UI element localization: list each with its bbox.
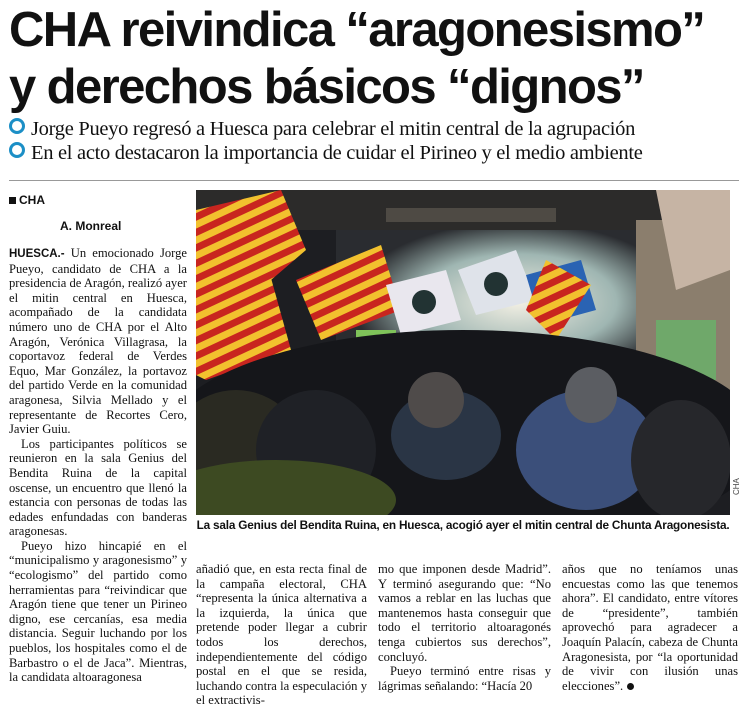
headline-line-1: CHA reivindica “aragonesismo”: [9, 3, 705, 57]
dateline: HUESCA.-: [9, 248, 65, 260]
article-column-2: [196, 562, 367, 708]
paragraph: añadió que, en esta recta final de la campaña electoral, CHA “representa la única alternativa a la izquierda, la única que pretende poder llegar a cubrir todos los derechos, independientemente del código postal en el que se resida, luchando contra la especulación y el extractivis-: [196, 562, 367, 708]
headline-line-2: y derechos básicos “dignos”: [9, 60, 644, 114]
paragraph: Pueyo terminó entre risas y lágrimas señalando: “Hacía 20: [378, 664, 551, 693]
paragraph: Los participantes políticos se reunieron en la sala Genius del Bendita Ruina de la capital oscense, un encuentro que llenó la estancia con personas de todas las edades enfundadas con banderas aragonesas.: [9, 436, 187, 539]
paragraph: mo que imponen desde Madrid”. Y terminó asegurando que: “No vamos a reblar en las luchas que mantenemos hasta conseguir que todo el territorio altoaragonés tenga cubiertos sus derechos”, concluyó.: [378, 562, 551, 664]
subhead-2: En el acto destacaron la importancia de cuidar el Pirineo y el medio ambiente: [9, 141, 744, 165]
rally-photo-illustration: [196, 190, 730, 515]
photo-credit: CHA: [732, 478, 741, 495]
subhead-1: Jorge Pueyo regresó a Huesca para celebrar el mitin central de la agrupación: [9, 117, 744, 141]
photo-caption: La sala Genius del Bendita Ruina, en Huesca, acogió ayer el mitin central de Chunta Aragonesista.: [196, 518, 730, 532]
end-mark-icon: [627, 683, 634, 690]
paragraph: años que no teníamos unas encuestas como las que tenemos ahora”. El candidato, entre vítores de “presidente”, también aprovechó para agradecer a Joaquín Palacín, cabeza de Chunta Aragonesista, por “la oportunidad de vivir con ilusión unas elecciones”.: [562, 562, 738, 693]
article-column-4: [562, 562, 738, 693]
paragraph: HUESCA.- Un emocionado Jorge Pueyo, candidato de CHA a la presidencia de Aragón, realizó ayer el mitin central en Huesca, acompañado de la candidata número uno de CHA por el Alto Aragón, Verónica Villagrasa, la coportavoz federal de Verdes Equo, Mar González, la portavoz del partido Verde en la comunidad aragonesa, Silvia Mellado y el representante de Recortes Cero, Javier Guiu.: [9, 246, 187, 437]
bullet-circle-icon: [9, 142, 25, 158]
headline: [9, 2, 739, 116]
byline: A. Monreal: [60, 219, 122, 233]
bullet-circle-icon: [9, 118, 25, 134]
article-column-3: [378, 562, 551, 693]
paragraph: Pueyo hizo hincapié en el “municipalismo y aragonesismo” y “ecologismo” del partido como herramientas para “reivindicar que Aragón tiene que tener un Pirineo digno, ese cercanías, esa media distancia. Seguir luchando por los pueblos, los hospitales como el de Barbastro o el de Jaca”. Mientras, la candidata altoaragonesa: [9, 538, 187, 685]
divider: [9, 180, 739, 181]
section-label: CHA: [9, 193, 45, 207]
event-photo: [196, 190, 730, 515]
article-column-1: [9, 246, 187, 685]
square-icon: [9, 197, 16, 204]
